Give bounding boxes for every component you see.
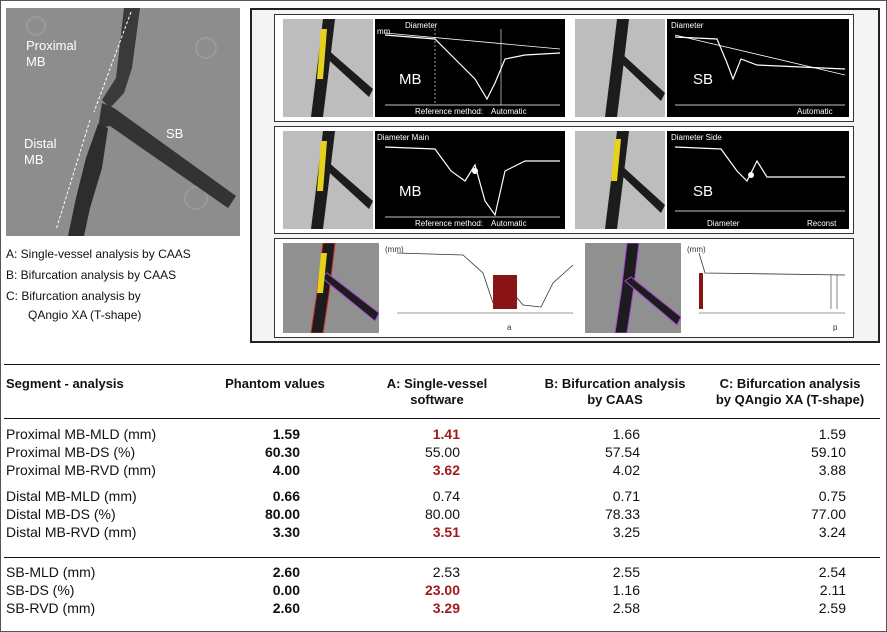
plot-b-mb-title: Diameter Main (377, 133, 430, 142)
plot-c-sb-mark: p (833, 323, 838, 332)
plot-c-mb-unit: (mm) (385, 245, 404, 254)
label-sb: SB (166, 126, 184, 141)
row-label: SB-MLD (mm) (6, 564, 96, 580)
angio-a-mb (283, 19, 373, 117)
cell-c: 2.11 (819, 582, 846, 598)
cell-b: 57.54 (604, 444, 640, 460)
angio-b-sb (575, 131, 665, 229)
plot-a-mb-title: Diameter (405, 21, 438, 30)
cell-c: 1.59 (818, 426, 846, 442)
analysis-panel (250, 8, 880, 343)
cell-a: 23.00 (424, 582, 460, 598)
cell-a: 1.41 (432, 426, 460, 442)
cell-c: 59.10 (810, 444, 846, 460)
cell-b: 1.16 (612, 582, 640, 598)
plot-b-sb-legend-a: Diameter (707, 219, 740, 228)
plot-b-sb-legend-b: Reconst (807, 219, 837, 228)
legend-c-cont: QAngio XA (T-shape) (28, 308, 142, 322)
plot-a-mb-method-value: Automatic (491, 107, 527, 116)
plot-a-sb-title: Diameter (671, 21, 704, 30)
plot-b-mb (375, 131, 565, 229)
plot-b-sb-label: SB (693, 183, 714, 200)
cell-c: 3.88 (818, 462, 846, 478)
cell-c: 77.00 (810, 506, 846, 522)
phantom-image (6, 8, 240, 236)
cell-phantom: 0.66 (272, 488, 300, 504)
header-c: C: Bifurcation analysis by QAngio XA (T-shape) (715, 376, 865, 407)
table-top-rule (4, 364, 880, 365)
cell-c: 2.59 (818, 600, 846, 616)
plot-a-sb-method-value: Automatic (797, 107, 833, 116)
row-label: Distal MB-MLD (mm) (6, 488, 137, 504)
legend-a: A: Single-vessel analysis by CAAS (6, 247, 191, 261)
plot-c-sb-unit: (mm) (687, 245, 706, 254)
label-proximal: Proximal MB (26, 38, 77, 69)
label-distal: Distal MB (24, 136, 57, 167)
cell-b: 78.33 (604, 506, 640, 522)
plot-a-mb-method: Reference method: (415, 107, 484, 116)
row-label: SB-RVD (mm) (6, 600, 96, 616)
row-label: Proximal MB-RVD (mm) (6, 462, 156, 478)
panel-a (274, 14, 854, 122)
row-label: Proximal MB-DS (%) (6, 444, 136, 460)
plot-a-mb-unit: mm (377, 27, 391, 36)
row-label: Distal MB-RVD (mm) (6, 524, 137, 540)
group-rule (4, 557, 880, 558)
plot-b-mb-method-value: Automatic (491, 219, 527, 228)
cell-phantom: 2.60 (272, 600, 300, 616)
plot-a-sb (667, 19, 849, 117)
plot-b-sb-title: Diameter Side (671, 133, 722, 142)
cell-b: 1.66 (612, 426, 640, 442)
legend-c: C: Bifurcation analysis by (6, 289, 141, 303)
cell-phantom: 3.30 (272, 524, 300, 540)
cell-a: 3.51 (432, 524, 460, 540)
header-phantom: Phantom values (225, 376, 325, 391)
angio-a-sb (575, 19, 665, 117)
cell-a: 80.00 (424, 506, 460, 522)
cell-a: 0.74 (432, 488, 460, 504)
row-label: Proximal MB-MLD (mm) (6, 426, 157, 442)
cell-phantom: 60.30 (264, 444, 300, 460)
cell-phantom: 1.59 (272, 426, 300, 442)
cell-phantom: 2.60 (272, 564, 300, 580)
cell-b: 4.02 (612, 462, 640, 478)
row-label: Distal MB-DS (%) (6, 506, 116, 522)
cell-a: 55.00 (424, 444, 460, 460)
angio-b-mb (283, 131, 373, 229)
plot-a-mb-label: MB (399, 71, 422, 88)
cell-b: 3.25 (612, 524, 640, 540)
plot-a-mb (375, 19, 565, 117)
angio-c-sb (585, 243, 681, 333)
plot-b-sb (667, 131, 849, 229)
cell-a: 3.62 (432, 462, 460, 478)
cell-b: 2.58 (612, 600, 640, 616)
legend-b: B: Bifurcation analysis by CAAS (6, 268, 177, 282)
cell-b: 2.55 (612, 564, 640, 580)
plot-b-mb-label: MB (399, 183, 422, 200)
cell-a: 3.29 (432, 600, 460, 616)
header-rule (4, 418, 880, 419)
panel-b (274, 126, 854, 234)
header-segment: Segment - analysis (6, 376, 124, 391)
plot-b-mb-method: Reference method: (415, 219, 484, 228)
row-label: SB-DS (%) (6, 582, 75, 598)
header-a: A: Single-vessel software (386, 376, 488, 407)
cell-phantom: 4.00 (272, 462, 300, 478)
header-b: B: Bifurcation analysis by CAAS (544, 376, 686, 407)
plot-c-sb (685, 243, 851, 333)
angio-c-mb (283, 243, 379, 333)
cell-c: 2.54 (818, 564, 846, 580)
cell-phantom: 0.00 (272, 582, 300, 598)
cell-c: 0.75 (818, 488, 846, 504)
plot-c-mb (383, 243, 579, 333)
cell-c: 3.24 (818, 524, 846, 540)
panel-c (274, 238, 854, 338)
plot-c-mb-mark: a (507, 323, 512, 332)
cell-a: 2.53 (432, 564, 460, 580)
cell-phantom: 80.00 (264, 506, 300, 522)
cell-b: 0.71 (612, 488, 640, 504)
plot-a-sb-label: SB (693, 71, 714, 88)
